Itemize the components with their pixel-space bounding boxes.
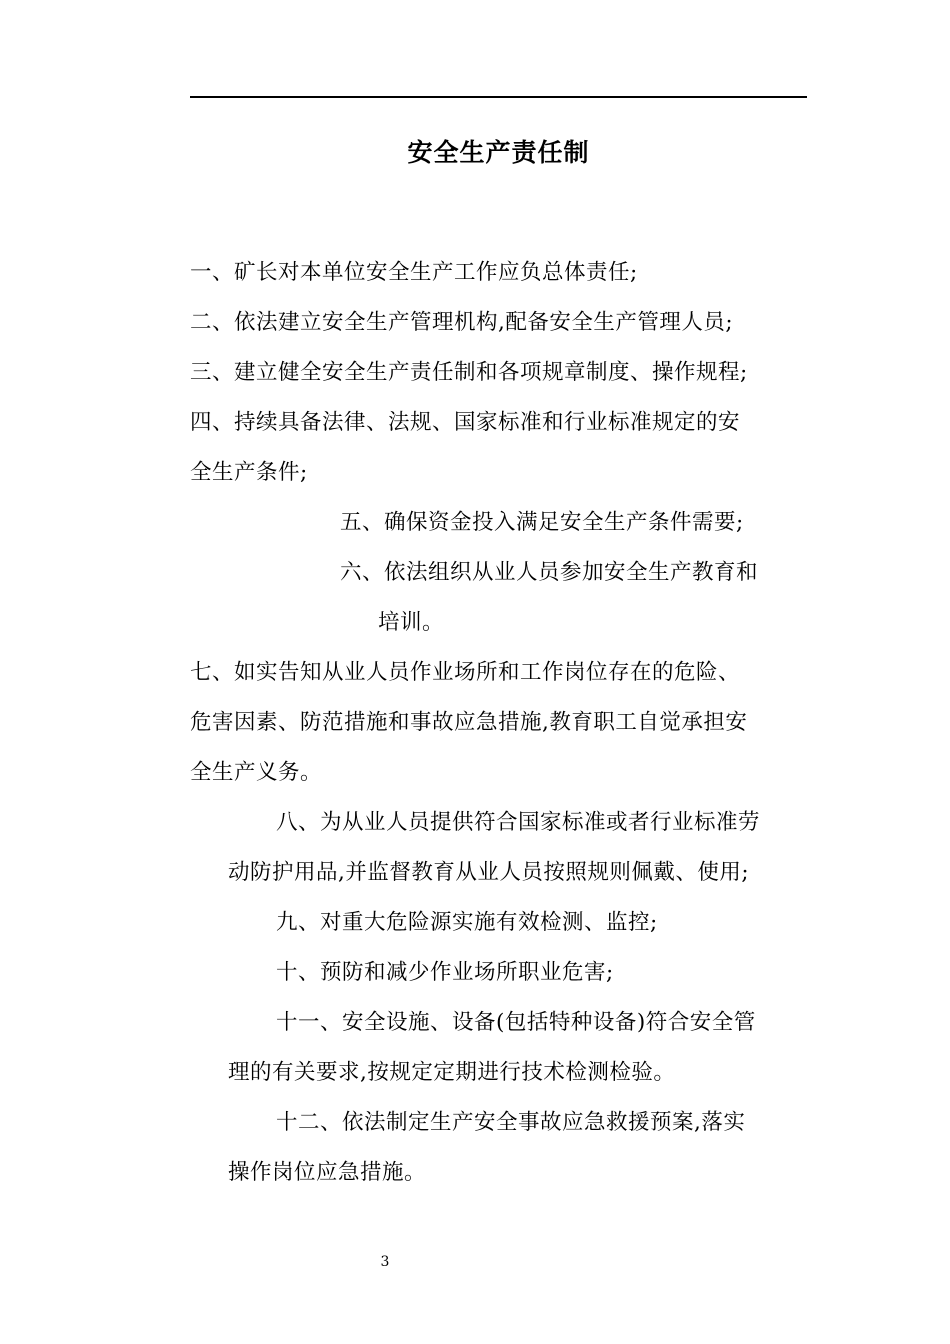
- header-rule: [190, 96, 807, 98]
- paragraph-line-18: 十二、依法制定生产安全事故应急救援预案,落实: [276, 1110, 746, 1135]
- paragraph-line-3: 三、建立健全安全生产责任制和各项规章制度、操作规程;: [190, 360, 748, 385]
- paragraph-line-15: 十、预防和减少作业场所职业危害;: [276, 960, 614, 985]
- paragraph-line-2: 二、依法建立安全生产管理机构,配备安全生产管理人员;: [190, 310, 734, 335]
- paragraph-line-6: 五、确保资金投入满足安全生产条件需要;: [340, 510, 744, 535]
- paragraph-line-19: 操作岗位应急措施。: [228, 1160, 427, 1185]
- paragraph-line-16: 十一、安全设施、设备(包括特种设备)符合安全管: [276, 1010, 756, 1035]
- paragraph-line-4: 四、持续具备法律、法规、国家标准和行业标准规定的安: [190, 410, 741, 435]
- paragraph-line-14: 九、对重大危险源实施有效检测、监控;: [276, 910, 658, 935]
- page-number: 3: [380, 1254, 390, 1270]
- paragraph-line-13: 动防护用品,并监督教育从业人员按照规则佩戴、使用;: [228, 860, 750, 885]
- paragraph-line-1: 一、矿长对本单位安全生产工作应负总体责任;: [190, 260, 638, 285]
- document-title: 安全生产责任制: [407, 138, 590, 167]
- paragraph-line-11: 全生产义务。: [190, 760, 323, 785]
- paragraph-line-10: 危害因素、防范措施和事故应急措施,教育职工自觉承担安: [190, 710, 748, 735]
- paragraph-line-7: 六、依法组织从业人员参加安全生产教育和: [340, 560, 759, 585]
- paragraph-line-5: 全生产条件;: [190, 460, 308, 485]
- paragraph-line-12: 八、为从业人员提供符合国家标准或者行业标准劳: [276, 810, 761, 835]
- paragraph-line-9: 七、如实告知从业人员作业场所和工作岗位存在的危险、: [190, 660, 741, 685]
- paragraph-line-8: 培训。: [378, 610, 445, 635]
- paragraph-line-17: 理的有关要求,按规定定期进行技术检测检验。: [228, 1060, 676, 1085]
